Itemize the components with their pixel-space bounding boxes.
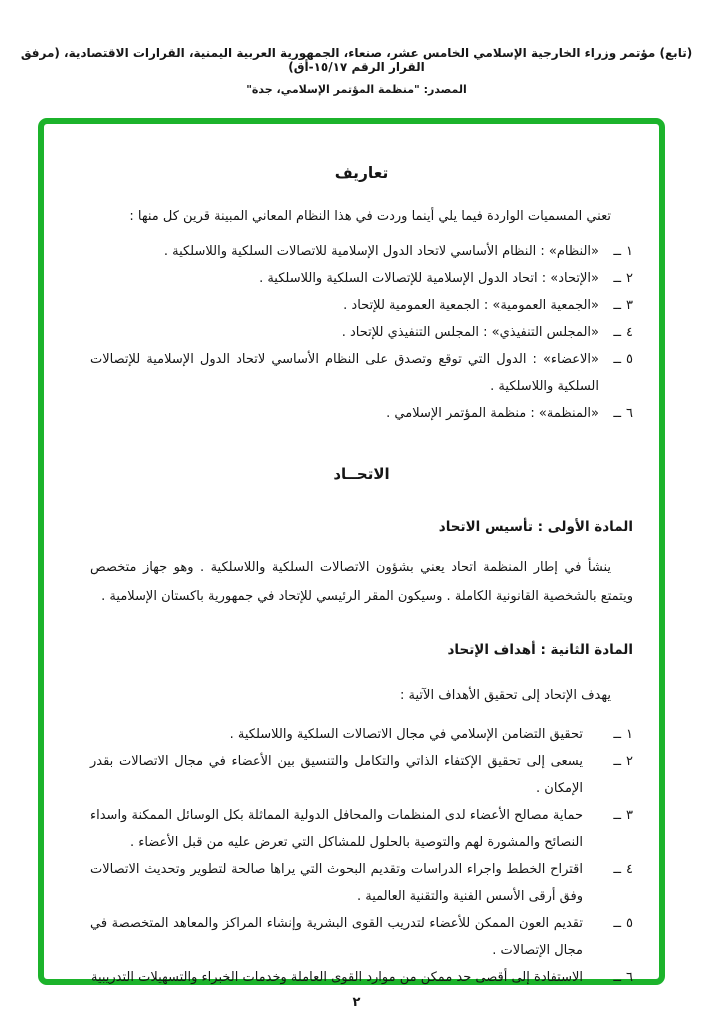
item-dash: ــ [613, 244, 622, 259]
item-marker: ٤ ــ [583, 856, 633, 883]
item-dash: ــ [613, 352, 622, 367]
article-1-heading: المادة الأولى : تأسيس الاتحاد [438, 519, 633, 535]
definition-text: «الجمعية العمومية» : الجمعية العمومية للإتحاد . [343, 298, 599, 313]
item-marker: ١ ــ [599, 238, 633, 265]
objective-item [90, 910, 633, 964]
header-publisher-line: المصدر: "منظمة المؤتمر الإسلامي، جدة" [246, 83, 467, 96]
objective-item [90, 748, 633, 802]
objective-text: حماية مصالح الأعضاء لدى المنظمات والمحافل الدولية المماثلة بكل الوسائل الممكنة واسداء النصائح والمشورة لهم والتوصية بالحلول للمشاكل التي تعرض عليه من قبل الأعضاء . [90, 808, 583, 850]
definition-item [90, 319, 633, 346]
item-dash: ــ [613, 916, 622, 931]
item-marker: ٣ ــ [599, 292, 633, 319]
article-2-intro: يهدف الإتحاد إلى تحقيق الأهداف الآتية : [400, 688, 611, 703]
definition-item [90, 292, 633, 319]
item-marker: ٦ ــ [599, 400, 633, 427]
definitions-list [90, 238, 633, 427]
item-marker: ٥ ــ [599, 346, 633, 373]
item-marker: ١ ــ [583, 721, 633, 748]
definition-text: «الإتحاد» : اتحاد الدول الإسلامية للإتصالات السلكية واللاسلكية . [259, 271, 599, 286]
objective-item [90, 856, 633, 910]
union-section-heading: الاتحــاد [333, 465, 390, 483]
definition-item [90, 346, 633, 400]
definition-item [90, 400, 633, 427]
item-marker: ٦ ــ [583, 964, 633, 991]
green-document-frame [38, 118, 665, 985]
header-source-line: (تابع) مؤتمر وزراء الخارجية الإسلامي الخامس عشر، صنعاء، الجمهورية العربية اليمنية، القرارات الاقتصادية، (مرفق القرار الرقم ١٥/١٧-أق) [20, 46, 693, 74]
definitions-intro: تعني المسميات الواردة فيما يلي أينما وردت في هذا النظام المعاني المبينة قرين كل منها : [129, 209, 611, 224]
definition-text: «الاعضاء» : الدول التي توقع وتصدق على النظام الأساسي لاتحاد الدول الإسلامية للإتصالات السلكية واللاسلكية . [90, 352, 599, 394]
definition-item [90, 265, 633, 292]
item-marker: ٥ ــ [583, 910, 633, 937]
item-marker: ٤ ــ [599, 319, 633, 346]
objective-item [90, 964, 633, 991]
definition-item [90, 238, 633, 265]
item-dash: ــ [613, 970, 622, 985]
item-dash: ــ [613, 271, 622, 286]
item-dash: ــ [613, 406, 622, 421]
document-content [44, 124, 659, 991]
objective-text: الاستفادة إلى أقصى حد ممكن من موارد القوى العاملة وخدمات الخبراء والتسهيلات التدريبية [90, 970, 583, 985]
page-number: ٢ [352, 995, 361, 1010]
objective-text: تقديم العون الممكن للأعضاء لتدريب القوى البشرية وإنشاء المراكز والمعاهد المتخصصة في مجال الإتصالات . [90, 916, 583, 958]
document-header [0, 46, 713, 96]
objective-item [90, 802, 633, 856]
definitions-title: تعاريف [334, 164, 389, 182]
definition-text: «المنظمة» : منظمة المؤتمر الإسلامي . [386, 406, 599, 421]
item-marker: ٢ ــ [599, 265, 633, 292]
item-marker: ٣ ــ [583, 802, 633, 829]
objectives-list [90, 721, 633, 991]
item-dash: ــ [613, 727, 622, 742]
objective-text: يسعى إلى تحقيق الإكتفاء الذاتي والتكامل والتنسيق بين الأعضاء في مجال الاتصالات بقدر الإمكان . [90, 754, 583, 796]
article-2-heading: المادة الثانية : أهداف الإتحاد [447, 642, 633, 658]
objective-item [90, 721, 633, 748]
article-1-body: ينشأ في إطار المنظمة اتحاد يعني بشؤون الاتصالات السلكية واللاسلكية . وهو جهاز متخصص ويتمتع بالشخصية القانونية الكاملة . وسيكون المقر الرئيسي للإتحاد في جمهورية باكستان الإسلامية . [90, 560, 633, 604]
item-dash: ــ [613, 808, 622, 823]
item-marker: ٢ ــ [583, 748, 633, 775]
definition-text: «النظام» : النظام الأساسي لاتحاد الدول الإسلامية للاتصالات السلكية واللاسلكية . [163, 244, 599, 259]
item-dash: ــ [613, 325, 622, 340]
item-dash: ــ [613, 298, 622, 313]
item-dash: ــ [613, 862, 622, 877]
definition-text: «المجلس التنفيذي» : المجلس التنفيذي للإتحاد . [341, 325, 599, 340]
objective-text: اقتراح الخطط واجراء الدراسات وتقديم البحوث التي يراها صالحة لتطوير وتحديث الاتصالات وفق أرقى الأسس الفنية والتقنية العالمية . [90, 862, 583, 904]
objective-text: تحقيق التضامن الإسلامي في مجال الاتصالات السلكية واللاسلكية . [229, 727, 583, 742]
item-dash: ــ [613, 754, 622, 769]
